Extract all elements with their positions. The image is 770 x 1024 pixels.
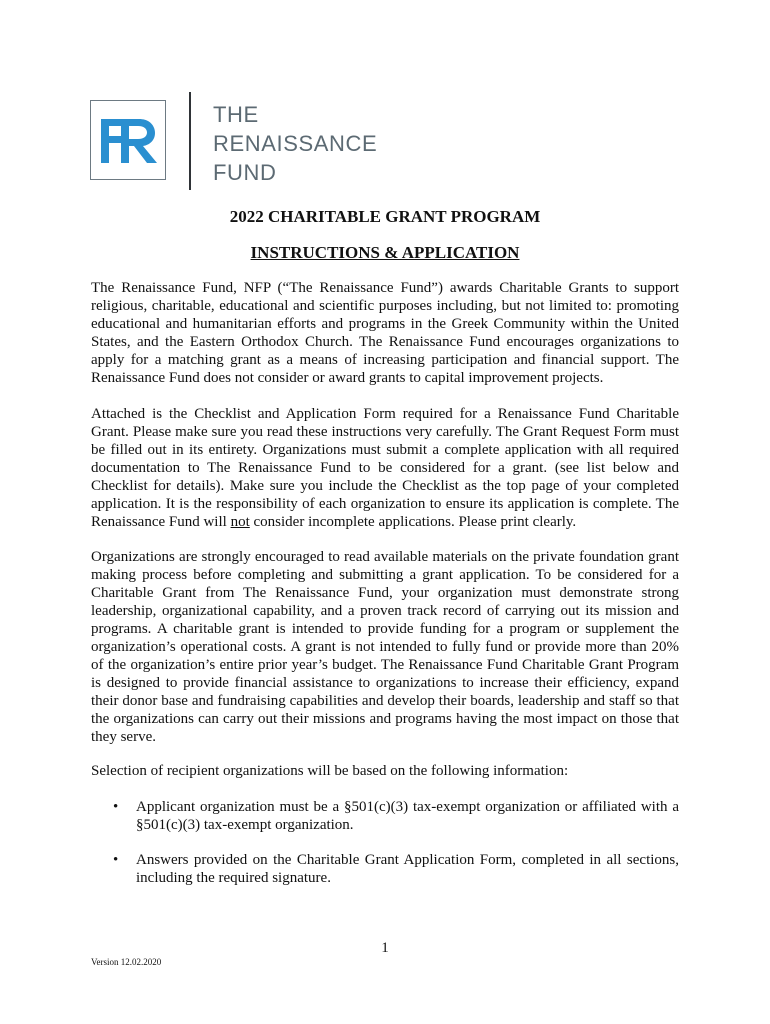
- document-title: 2022 CHARITABLE GRANT PROGRAM: [229, 207, 541, 226]
- bullet-icon: •: [113, 799, 119, 815]
- logo-line-fund: FUND: [213, 160, 277, 185]
- logo-line-the: THE: [213, 102, 259, 127]
- intro-paragraph: The Renaissance Fund, NFP (“The Renaissance Fund”) awards Charitable Grants to support religious, charitable, educational and scientific purposes including, but not limited to: promoting educational and humanitarian efforts and programs in the Greek Community within the United States, and the Eastern Orthodox Church. The Renaissance Fund encourages organizations to apply for a matching grant as a means of increasing participation and financial support. The Renaissance Fund does not consider or award grants to capital improvement projects.: [91, 280, 679, 386]
- version-label: Version 12.02.2020: [91, 957, 162, 967]
- list-item-text: Answers provided on the Charitable Grant Application Form, completed in all sections, including the required signature.: [136, 852, 679, 886]
- bullet-icon: •: [113, 852, 119, 868]
- eligibility-paragraph: Organizations are strongly encouraged to read available materials on the private foundation grant making process before completing and submitting a grant application. To be considered for a Charitable Grant from The Renaissance Fund, your organization must demonstrate strong leadership, organizational capability, and a proven track record of carrying out its mission and programs. A charitable grant is intended to provide funding for a program or supplement the organization’s operational costs. A grant is not intended to fully fund or provide more than 20% of the organization’s entire prior year’s budget. The Renaissance Fund Charitable Grant Program is designed to provide financial assistance to organizations to increase their efficiency, expand their donor base and fundraising capabilities and develop their boards, leadership and staff so that the organizations can carry out their missions and programs having the most impact on those that they serve.: [91, 549, 679, 745]
- logo-wordmark: [213, 100, 377, 187]
- checklist-paragraph: [91, 405, 679, 531]
- logo-divider: [189, 92, 191, 190]
- page-number: 1: [381, 940, 389, 956]
- renaissance-fund-logo: [90, 92, 410, 190]
- checklist-text-start: Attached is the Checklist and Application Form required for a Renaissance Fund Charitable Grant. Please make sure you read these instructions very carefully. The Grant Request Form must be filled out in its entirety. Organizations must submit a complete application with all required documentation to The Renaissance Fund to be considered for a grant. (see list below and Checklist for details). Make sure you include the Checklist as the top page of your completed application. It is the responsibility of each organization to ensure its application is complete. The Renaissance Fund will: [91, 406, 679, 530]
- document-subtitle: INSTRUCTIONS & APPLICATION: [250, 243, 520, 262]
- emphasis-not: not: [230, 514, 250, 530]
- logo-line-renaissance: RENAISSANCE: [213, 131, 378, 156]
- logo-mark-icon: [90, 100, 166, 180]
- list-item-text: Applicant organization must be a §501(c)(3) tax-exempt organization or affiliated with a §501(c)(3) tax-exempt organization.: [136, 799, 679, 833]
- selection-intro: Selection of recipient organizations will be based on the following information:: [91, 763, 569, 779]
- checklist-text-end: consider incomplete applications. Please print clearly.: [249, 514, 577, 530]
